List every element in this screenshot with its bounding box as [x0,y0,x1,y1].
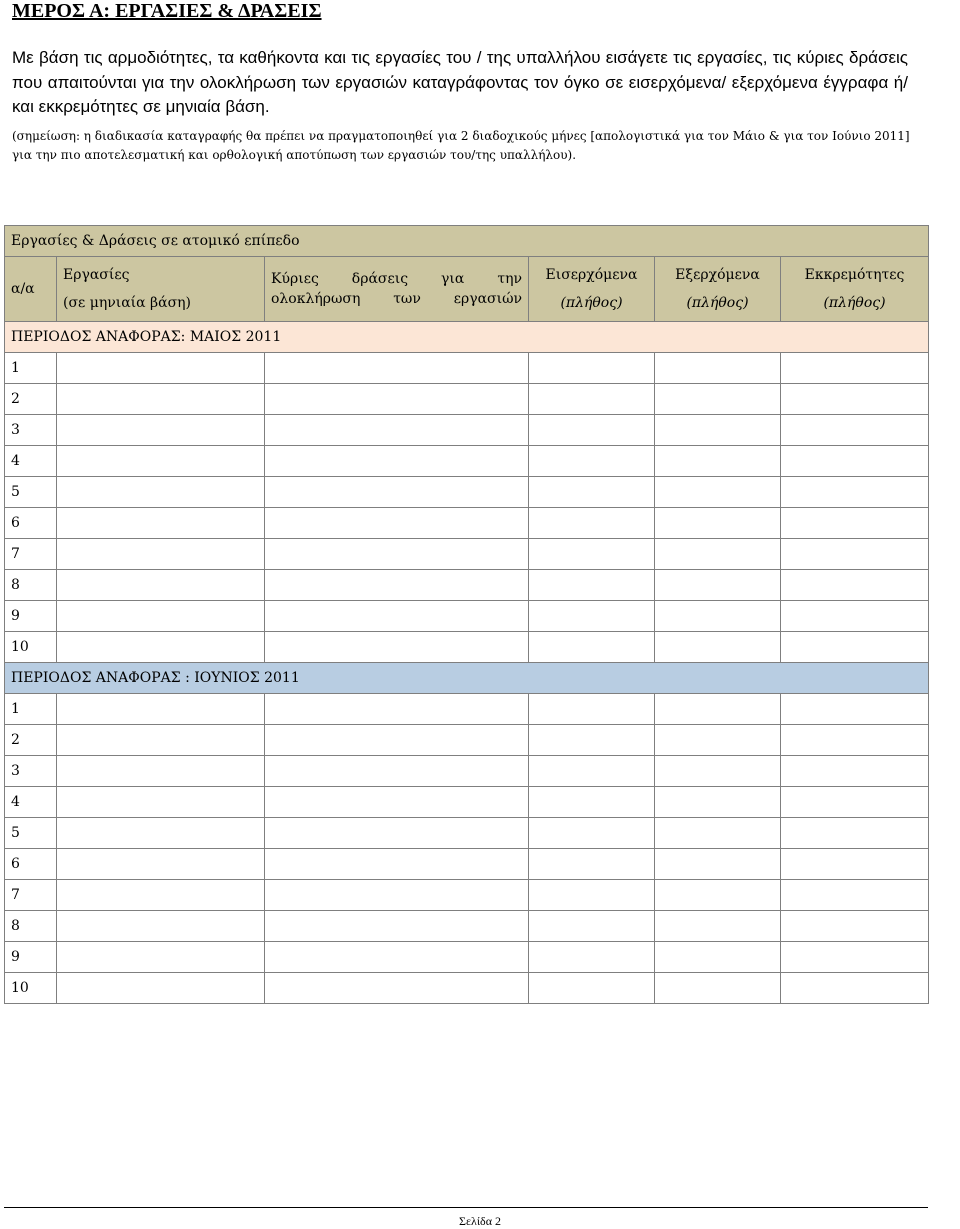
row-number: 4 [5,787,57,818]
header-tasks-sub: (σε μηνιαία βάση) [63,295,192,311]
pending-cell[interactable] [781,756,929,787]
row-number: 2 [5,725,57,756]
outgoing-cell[interactable] [655,477,781,508]
outgoing-cell[interactable] [655,942,781,973]
actions-cell[interactable] [265,756,529,787]
task-cell[interactable] [57,415,265,446]
pending-cell[interactable] [781,880,929,911]
actions-cell[interactable] [265,725,529,756]
actions-cell[interactable] [265,384,529,415]
outgoing-cell[interactable] [655,694,781,725]
table-row [5,818,929,849]
page-footer: Σελίδα 2 [458,1214,501,1228]
pending-cell[interactable] [781,818,929,849]
actions-cell[interactable] [265,787,529,818]
row-number: 7 [5,880,57,911]
incoming-cell[interactable] [529,601,655,632]
table-row [5,694,929,725]
note-paragraph: (σημείωση: η διαδικασία καταγραφής θα πρέπει να πραγματοποιηθεί για 2 διαδοχικούς μήνες [απολογιστικά για τον Μάιο & για τον Ιούνιο 2011] για την πιο αποτελεσματική και ορθολογική αποτύπωση των εργασιών του/της υπαλλήλου). [12,129,910,162]
pending-cell[interactable] [781,725,929,756]
pending-cell[interactable] [781,787,929,818]
table-row [5,725,929,756]
pending-cell[interactable] [781,570,929,601]
table-header-row [5,257,929,322]
incoming-cell[interactable] [529,508,655,539]
row-number: 1 [5,353,57,384]
outgoing-cell[interactable] [655,570,781,601]
outgoing-cell[interactable] [655,384,781,415]
pending-cell[interactable] [781,384,929,415]
header-pending-sub: (πλήθος) [823,295,886,311]
actions-cell[interactable] [265,477,529,508]
incoming-cell[interactable] [529,570,655,601]
incoming-cell[interactable] [529,353,655,384]
task-cell[interactable] [57,849,265,880]
outgoing-cell[interactable] [655,539,781,570]
header-tasks-label: Εργασίες [63,267,130,283]
table-row [5,849,929,880]
row-number: 7 [5,539,57,570]
pending-cell[interactable] [781,353,929,384]
actions-cell[interactable] [265,849,529,880]
incoming-cell[interactable] [529,539,655,570]
header-outgoing-label: Εξερχόμενα [675,267,760,283]
incoming-cell[interactable] [529,446,655,477]
incoming-cell[interactable] [529,632,655,663]
task-cell[interactable] [57,570,265,601]
table-row [5,415,929,446]
pending-cell[interactable] [781,601,929,632]
table-row [5,539,929,570]
task-cell[interactable] [57,601,265,632]
pending-cell[interactable] [781,911,929,942]
pending-cell[interactable] [781,632,929,663]
actions-cell[interactable] [265,880,529,911]
row-number: 3 [5,415,57,446]
table-row [5,632,929,663]
task-cell[interactable] [57,384,265,415]
outgoing-cell[interactable] [655,508,781,539]
row-number: 9 [5,942,57,973]
row-number: 5 [5,818,57,849]
row-number: 1 [5,694,57,725]
outgoing-cell[interactable] [655,415,781,446]
outgoing-cell[interactable] [655,880,781,911]
actions-cell[interactable] [265,694,529,725]
actions-cell[interactable] [265,446,529,477]
incoming-cell[interactable] [529,880,655,911]
task-cell[interactable] [57,477,265,508]
table-row [5,787,929,818]
pending-cell[interactable] [781,539,929,570]
incoming-cell[interactable] [529,911,655,942]
incoming-cell[interactable] [529,477,655,508]
header-outgoing [655,257,781,322]
header-tasks [57,257,265,322]
task-cell[interactable] [57,911,265,942]
table-row [5,353,929,384]
actions-cell[interactable] [265,508,529,539]
actions-cell[interactable] [265,818,529,849]
header-outgoing-sub: (πλήθος) [686,295,749,311]
actions-cell[interactable] [265,539,529,570]
row-number: 10 [5,973,57,1004]
outgoing-cell[interactable] [655,756,781,787]
incoming-cell[interactable] [529,973,655,1004]
outgoing-cell[interactable] [655,911,781,942]
footer-rule [4,1207,928,1208]
period-label: ΠΕΡΙΟΔΟΣ ΑΝΑΦΟΡΑΣ: ΜΑΙΟΣ 2011 [5,322,929,353]
task-cell[interactable] [57,880,265,911]
incoming-cell[interactable] [529,942,655,973]
tasks-table [4,225,929,1004]
period-row [5,322,929,353]
incoming-cell[interactable] [529,384,655,415]
incoming-cell[interactable] [529,694,655,725]
header-incoming-label: Εισερχόμενα [545,267,638,283]
actions-cell[interactable] [265,973,529,1004]
outgoing-cell[interactable] [655,601,781,632]
pending-cell[interactable] [781,849,929,880]
task-cell[interactable] [57,539,265,570]
page-heading: ΜΕΡΟΣ Α: ΕΡΓΑΣΙΕΣ & ΔΡΑΣΕΙΣ [12,0,322,22]
pending-cell[interactable] [781,973,929,1004]
row-number: 8 [5,570,57,601]
row-number: 8 [5,911,57,942]
pending-cell[interactable] [781,942,929,973]
task-cell[interactable] [57,353,265,384]
actions-cell[interactable] [265,911,529,942]
incoming-cell[interactable] [529,415,655,446]
task-cell[interactable] [57,942,265,973]
period-row [5,663,929,694]
incoming-cell[interactable] [529,756,655,787]
outgoing-cell[interactable] [655,725,781,756]
header-incoming [529,257,655,322]
period-label: ΠΕΡΙΟΔΟΣ ΑΝΑΦΟΡΑΣ : ΙΟΥΝΙΟΣ 2011 [5,663,929,694]
outgoing-cell[interactable] [655,632,781,663]
actions-cell[interactable] [265,570,529,601]
row-number: 4 [5,446,57,477]
table-row [5,756,929,787]
outgoing-cell[interactable] [655,973,781,1004]
pending-cell[interactable] [781,694,929,725]
incoming-cell[interactable] [529,849,655,880]
table-row [5,911,929,942]
table-row [5,942,929,973]
actions-cell[interactable] [265,353,529,384]
task-cell[interactable] [57,818,265,849]
pending-cell[interactable] [781,508,929,539]
actions-cell[interactable] [265,942,529,973]
header-pending [781,257,929,322]
row-number: 5 [5,477,57,508]
table-row [5,446,929,477]
outgoing-cell[interactable] [655,818,781,849]
table-title: Εργασίες & Δράσεις σε ατομικό επίπεδο [5,226,929,257]
incoming-cell[interactable] [529,818,655,849]
header-incoming-sub: (πλήθος) [560,295,623,311]
intro-paragraph: Με βάση τις αρμοδιότητες, τα καθήκοντα και τις εργασίες του / της υπαλλήλου εισάγετε τις εργασίες, τις κύριες δράσεις που απαιτούνται για την ολοκλήρωση των εργασιών καταγράφοντας τον όγκο σε εισερχόμενα/ εξερχόμενα έγγραφα ή/και εκκρεμότητες σε μηνιαία βάση. [12,48,908,116]
task-cell[interactable] [57,787,265,818]
table-row [5,880,929,911]
pending-cell[interactable] [781,477,929,508]
row-number: 9 [5,601,57,632]
task-cell[interactable] [57,756,265,787]
outgoing-cell[interactable] [655,446,781,477]
outgoing-cell[interactable] [655,787,781,818]
table-row [5,973,929,1004]
outgoing-cell[interactable] [655,849,781,880]
table-row [5,384,929,415]
pending-cell[interactable] [781,446,929,477]
row-number: 3 [5,756,57,787]
header-actions: Κύριες δράσεις για την ολοκλήρωση των εργασιών [265,257,529,322]
row-number: 6 [5,508,57,539]
pending-cell[interactable] [781,415,929,446]
table-row [5,570,929,601]
task-cell[interactable] [57,725,265,756]
header-pending-label: Εκκρεμότητες [804,267,905,283]
actions-cell[interactable] [265,632,529,663]
incoming-cell[interactable] [529,787,655,818]
task-cell[interactable] [57,632,265,663]
row-number: 2 [5,384,57,415]
table-title-row [5,226,929,257]
task-cell[interactable] [57,508,265,539]
incoming-cell[interactable] [529,725,655,756]
task-cell[interactable] [57,694,265,725]
row-number: 6 [5,849,57,880]
actions-cell[interactable] [265,415,529,446]
outgoing-cell[interactable] [655,353,781,384]
header-aa: α/α [5,257,57,322]
row-number: 10 [5,632,57,663]
task-cell[interactable] [57,446,265,477]
table-row [5,477,929,508]
table-row [5,601,929,632]
table-row [5,508,929,539]
actions-cell[interactable] [265,601,529,632]
task-cell[interactable] [57,973,265,1004]
